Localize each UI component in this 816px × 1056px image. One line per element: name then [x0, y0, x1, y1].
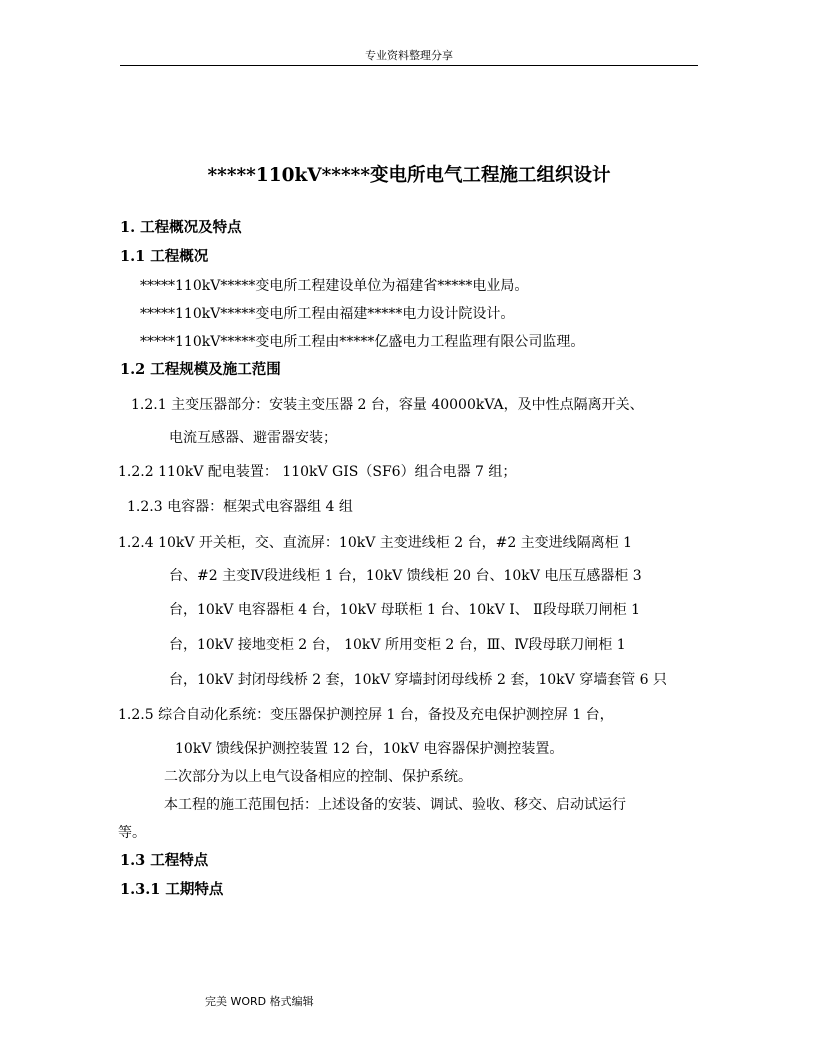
- item-1-2-4-line-3: 台，10kV 电容器柜 4 台，10kV 母联柜 1 台、10kV Ⅰ、 Ⅱ段母联刀闸柜 1: [169, 602, 641, 618]
- page-header: 专业资料整理分享: [365, 49, 453, 62]
- heading-1-3: 1.3 工程特点: [120, 852, 209, 869]
- item-1-2-4-line-1: 1.2.4 10kV 开关柜，交、直流屏：10kV 主变进线柜 2 台，#2 主变进线隔离柜 1: [118, 535, 633, 551]
- paragraph-secondary: 二次部分为以上电气设备相应的控制、保护系统。: [164, 769, 472, 785]
- item-1-2-1-line-1: 1.2.1 主变压器部分：安装主变压器 2 台，容量 40000kVA，及中性点隔离开关、: [131, 397, 644, 413]
- item-1-2-1-line-2: 电流互感器、避雷器安装；: [169, 430, 337, 446]
- document-title: *****110kV*****变电所电气工程施工组织设计: [207, 165, 611, 186]
- paragraph-designer: *****110kV*****变电所工程由福建*****电力设计院设计。: [140, 306, 515, 322]
- item-1-2-4-line-2: 台、#2 主变Ⅳ段进线柜 1 台，10kV 馈线柜 20 台、10kV 电压互感器柜 3: [169, 568, 642, 584]
- paragraph-owner: *****110kV*****变电所工程建设单位为福建省*****电业局。: [140, 278, 529, 294]
- paragraph-scope-line-2: 等。: [118, 825, 146, 841]
- item-1-2-5-line-2: 10kV 馈线保护测控装置 12 台，10kV 电容器保护测控装置。: [175, 741, 564, 757]
- page-footer: 完美 WORD 格式编辑: [205, 995, 314, 1008]
- item-1-2-3: 1.2.3 电容器：框架式电容器组 4 组: [127, 499, 353, 515]
- item-1-2-5-line-1: 1.2.5 综合自动化系统：变压器保护测控屏 1 台，备投及充电保护测控屏 1 台，: [118, 707, 614, 723]
- heading-1: 1. 工程概况及特点: [120, 219, 242, 236]
- item-1-2-4-line-5: 台，10kV 封闭母线桥 2 套，10kV 穿墙封闭母线桥 2 套，10kV 穿墙套管 6 只: [169, 672, 667, 688]
- heading-1-3-1: 1.3.1 工期特点: [120, 881, 224, 898]
- item-1-2-2: 1.2.2 110kV 配电装置： 110kV GIS（SF6）组合电器 7 组；: [118, 464, 517, 480]
- item-1-2-4-line-4: 台，10kV 接地变柜 2 台， 10kV 所用变柜 2 台，Ⅲ、Ⅳ段母联刀闸柜 1: [169, 637, 626, 653]
- paragraph-scope-line-1: 本工程的施工范围包括：上述设备的安装、调试、验收、移交、启动试运行: [164, 797, 626, 813]
- heading-1-1: 1.1 工程概况: [120, 248, 209, 265]
- header-rule: [120, 65, 698, 66]
- paragraph-supervisor: *****110kV*****变电所工程由*****亿盛电力工程监理有限公司监理。: [140, 334, 585, 350]
- heading-1-2: 1.2 工程规模及施工范围: [120, 361, 281, 378]
